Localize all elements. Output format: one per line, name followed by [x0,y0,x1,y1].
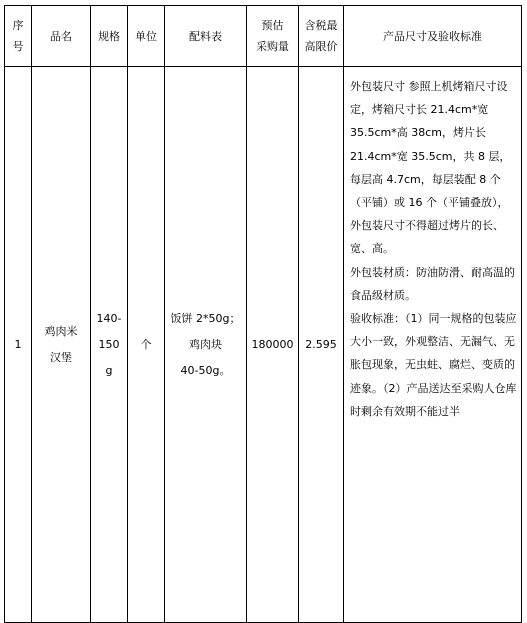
standard-packaging-material: 外包装材质：防油防滑、耐高温的食品级材质。 [350,265,515,302]
cell-unit: 个 [128,67,165,623]
cell-spec-line-3: g [105,363,113,377]
cell-spec-line-1: 140- [96,311,122,325]
header-recipe: 配料表 [165,6,247,67]
header-name: 品名 [32,6,91,67]
header-qty-line-2: 采购量 [256,40,289,53]
cell-recipe-line-3: 40-50g。 [180,363,231,377]
header-standard: 产品尺寸及验收标准 [344,6,522,67]
header-qty-line-1: 预估 [261,19,284,32]
cell-name-line-2: 汉堡 [50,350,72,364]
cell-seq: 1 [5,67,32,623]
header-seq-line-1: 序 [12,19,24,32]
cell-name-line-1: 鸡肉米 [44,324,78,338]
cell-standard [344,67,522,623]
cell-recipe-line-2: 鸡肉块 [189,337,222,351]
cell-qty: 180000 [247,67,299,623]
cell-price: 2.595 [299,67,344,623]
cell-spec [91,67,128,623]
standard-packaging-size: 外包装尺寸 参照上机烤箱尺寸设定，烤箱尺寸长 21.4cm*宽 35.5cm*高 38cm，烤片长 21.4cm*宽 35.5cm，共 8 层，每层高 4.7cm，每层装配 8 个（平铺）或 16 个（平铺叠放），外包装尺寸不得超过烤片的长、宽、高。 [350,80,511,256]
cell-spec-line-2: 150 [98,337,120,351]
header-price-line-2: 高限价 [304,40,338,53]
procurement-table [4,5,522,623]
table-row [5,67,522,623]
header-qty [247,6,299,67]
cell-recipe [165,67,247,623]
header-price [299,6,344,67]
header-price-line-1: 含税最 [304,19,338,32]
cell-name [32,67,91,623]
header-spec: 规格 [91,6,128,67]
header-seq [5,6,32,67]
procurement-table-container [4,5,522,623]
header-seq-line-2: 号 [12,40,24,53]
standard-acceptance: 验收标准：（1）同一规格的包装应大小一致，外观整洁、无漏气、无胀包现象，无虫蛀、腐烂、变质的迹象。（2）产品送达至采购人仓库时剩余有效期不能过半 [350,312,517,418]
cell-recipe-line-1: 饭饼 2*50g； [170,311,241,325]
header-row [5,6,522,67]
header-unit: 单位 [128,6,165,67]
